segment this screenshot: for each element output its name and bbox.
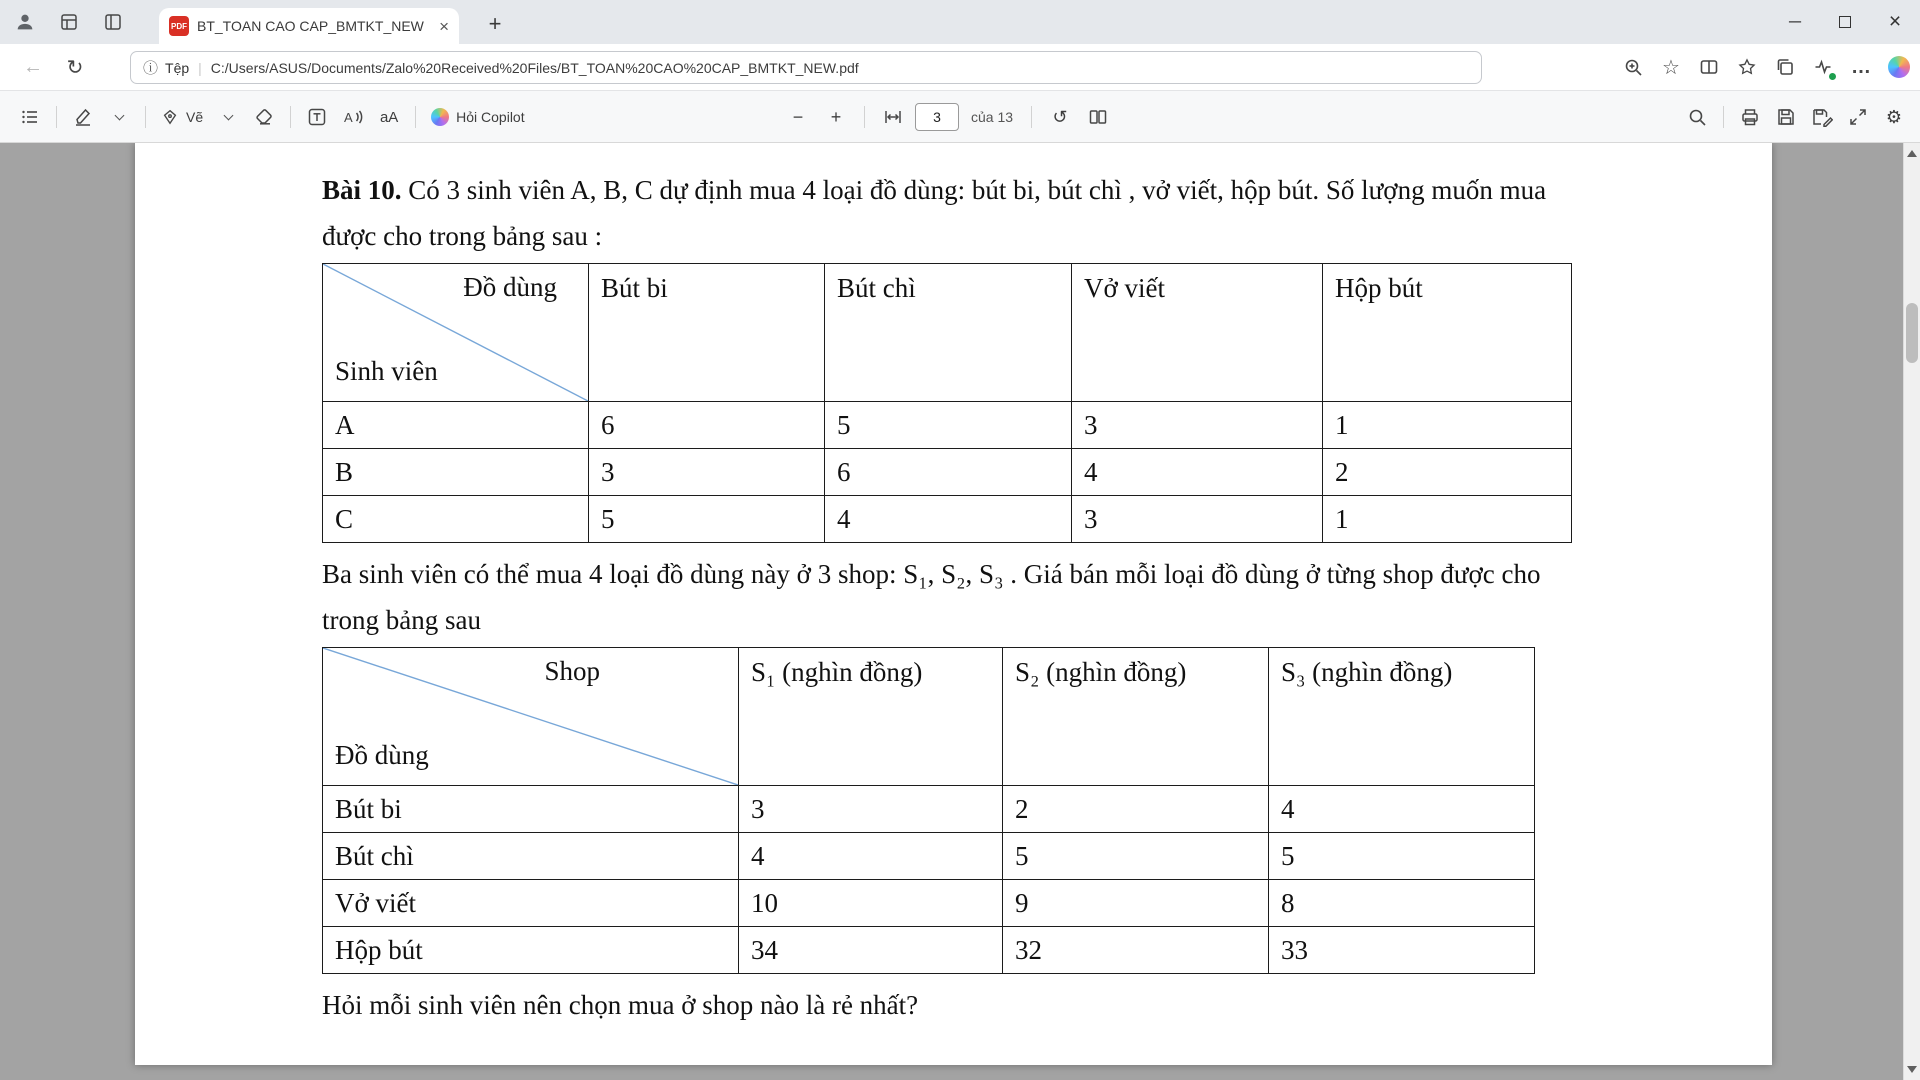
page-number-input[interactable] (915, 103, 959, 131)
page-view-button[interactable] (1082, 100, 1114, 134)
cell-value: 8 (1269, 880, 1535, 927)
draw-button[interactable] (156, 100, 208, 134)
cell-value: 3 (739, 786, 1003, 833)
scroll-down-button[interactable] (1904, 1061, 1920, 1078)
profile-button[interactable] (8, 5, 42, 39)
problem-number: Bài 10. (322, 175, 402, 205)
arrow-down-icon (1907, 1066, 1917, 1073)
question-paragraph: Hỏi mỗi sinh viên nên chọn mua ở shop nào là rẻ nhất? (322, 990, 919, 1020)
cell-value: 2 (1323, 449, 1572, 496)
highlight-button[interactable] (67, 100, 99, 134)
minimize-button[interactable]: ─ (1770, 0, 1820, 44)
save-as-button[interactable] (1806, 100, 1838, 134)
column-header: Vở viết (1072, 264, 1323, 402)
cell-value: 9 (1003, 880, 1269, 927)
save-button[interactable] (1770, 100, 1802, 134)
favorites-button[interactable] (1730, 50, 1764, 84)
cell-value: 34 (739, 927, 1003, 974)
cell-value: 5 (825, 402, 1072, 449)
pen-nib-icon (161, 108, 179, 126)
copilot-icon (1888, 56, 1910, 78)
ask-copilot-button[interactable] (426, 100, 529, 134)
corner-label-bottom: Đồ dùng (335, 740, 429, 770)
column-header: Hộp bút (1323, 264, 1572, 402)
table-row (323, 449, 1572, 496)
browser-essentials-button[interactable] (1806, 50, 1840, 84)
back-button[interactable]: ← (16, 50, 50, 84)
quantity-table (322, 263, 1572, 543)
workspaces-button[interactable] (52, 5, 86, 39)
close-button[interactable]: × (1870, 0, 1920, 44)
column-header: S₂ (nghìn đồng) (1003, 648, 1269, 786)
highlight-options-button[interactable] (103, 100, 135, 134)
corner-label-top: Shop (544, 656, 600, 686)
price-table (322, 647, 1535, 974)
highlighter-icon (73, 107, 93, 127)
problem-intro (322, 167, 1590, 259)
table-row (323, 880, 1535, 927)
pdf-toolbar (0, 91, 1920, 143)
vertical-scrollbar[interactable] (1903, 143, 1920, 1080)
table-of-contents-button[interactable] (14, 100, 46, 134)
problem-intro-text: Có 3 sinh viên A, B, C dự định mua 4 loại đồ dùng: bút bi, bút chì , vở viết, hộp bút. Số lượng muốn mua được cho trong bảng sau : (322, 175, 1547, 251)
address-bar[interactable] (130, 51, 1482, 84)
column-header: Bút bi (589, 264, 825, 402)
pdf-file-icon: PDF (169, 16, 189, 36)
svg-text:A: A (344, 110, 353, 125)
corner-label-bottom: Sinh viên (335, 356, 438, 386)
cell-value: 10 (739, 880, 1003, 927)
cell-value: 33 (1269, 927, 1535, 974)
toolbar-divider (1723, 106, 1724, 128)
save-as-icon (1811, 107, 1833, 127)
collections-button[interactable] (1768, 50, 1802, 84)
cell-value: 3 (1072, 402, 1323, 449)
maximize-icon (1839, 16, 1851, 28)
column-header: S₁ (nghìn đồng) (739, 648, 1003, 786)
cell-value: 6 (589, 402, 825, 449)
search-icon (1687, 107, 1707, 127)
cell-value: 3 (1072, 496, 1323, 543)
toolbar-divider (145, 106, 146, 128)
tab-pdf[interactable] (159, 8, 459, 44)
table-header-row (323, 264, 1572, 402)
cell-value: 5 (1003, 833, 1269, 880)
settings-button[interactable]: ⚙ (1878, 100, 1910, 134)
tab-title: BT_TOAN CAO CAP_BMTKT_NEW (197, 18, 424, 34)
workspaces-icon (59, 12, 79, 32)
add-text-button[interactable] (301, 100, 333, 134)
toolbar-divider (1031, 106, 1032, 128)
navigation-bar (0, 44, 1920, 91)
corner-label-top: Đồ dùng (463, 272, 557, 302)
translate-icon: aA (379, 108, 399, 126)
page-count-label: của 13 (971, 109, 1014, 125)
column-header: Bút chì (825, 264, 1072, 402)
refresh-button[interactable]: ↻ (58, 50, 92, 84)
row-label: Vở viết (323, 880, 739, 927)
table-row (323, 927, 1535, 974)
toolbar-divider (56, 106, 57, 128)
row-label: C (323, 496, 589, 543)
cell-value: 1 (1323, 496, 1572, 543)
pdf-page (135, 143, 1772, 1065)
tab-strip (0, 0, 1920, 44)
toolbar-divider (864, 106, 865, 128)
add-favorite-button[interactable]: ☆ (1654, 50, 1688, 84)
scroll-up-button[interactable] (1904, 145, 1920, 162)
row-label: Hộp bút (323, 927, 739, 974)
ask-copilot-label: Hỏi Copilot (456, 109, 525, 125)
page-view-icon (1088, 107, 1108, 127)
add-text-icon (307, 107, 327, 127)
window-controls (1770, 0, 1920, 44)
read-aloud-button[interactable] (337, 100, 369, 134)
favorites-star-icon (1737, 57, 1757, 77)
document-body (322, 167, 1590, 1032)
tab-close-icon[interactable]: × (439, 16, 449, 36)
fit-to-width-button[interactable] (877, 100, 909, 134)
fit-width-icon (883, 107, 903, 127)
split-screen-icon (1699, 57, 1719, 77)
pdf-viewport (0, 143, 1920, 1080)
row-label: B (323, 449, 589, 496)
more-options-button[interactable]: … (1844, 50, 1878, 84)
table-row (323, 496, 1572, 543)
row-label: Bút bi (323, 786, 739, 833)
read-aloud-icon (342, 107, 364, 127)
collections-icon (1775, 57, 1795, 77)
draw-label: Vẽ (186, 109, 204, 125)
table-of-contents-icon (20, 107, 40, 127)
new-tab-button[interactable]: + (478, 7, 512, 41)
info-icon[interactable]: ⓘ (143, 60, 159, 77)
corner-header-cell (323, 264, 589, 402)
toolbar-divider (290, 106, 291, 128)
cell-value: 4 (739, 833, 1003, 880)
person-icon (14, 11, 36, 33)
scrollbar-thumb[interactable] (1906, 303, 1918, 363)
zoom-out-button[interactable]: − (782, 100, 814, 134)
cell-value: 32 (1003, 927, 1269, 974)
chevron-down-icon (114, 110, 124, 120)
address-separator: | (198, 59, 202, 76)
zoom-plus-icon (1623, 57, 1643, 77)
translate-button[interactable] (373, 100, 405, 134)
corner-header-cell (323, 648, 739, 786)
table-row (323, 833, 1535, 880)
table-header-row (323, 648, 1535, 786)
table-row (323, 786, 1535, 833)
zoom-indicator-button[interactable] (1616, 50, 1650, 84)
zoom-in-button[interactable]: + (820, 100, 852, 134)
eraser-icon (254, 107, 274, 127)
row-label: Bút chì (323, 833, 739, 880)
rotate-button[interactable]: ↺ (1044, 100, 1076, 134)
save-icon (1776, 107, 1796, 127)
column-header: S₃ (nghìn đồng) (1269, 648, 1535, 786)
chevron-down-icon (223, 110, 233, 120)
table-row (323, 402, 1572, 449)
erase-button[interactable] (248, 100, 280, 134)
copilot-button[interactable] (1882, 50, 1916, 84)
arrow-up-icon (1907, 150, 1917, 157)
shops-paragraph: Ba sinh viên có thể mua 4 loại đồ dùng này ở 3 shop: S₁, S₂, S₃ . Giá bán mỗi loại đồ dùng ở từng shop được cho trong bảng sau (322, 559, 1541, 635)
file-scheme-label: Tệp (165, 59, 190, 76)
cell-value: 4 (1072, 449, 1323, 496)
cell-value: 4 (825, 496, 1072, 543)
vertical-tabs-button[interactable] (96, 5, 130, 39)
cell-value: 5 (589, 496, 825, 543)
search-document-button[interactable] (1681, 100, 1713, 134)
copilot-icon (431, 108, 449, 126)
print-button[interactable] (1734, 100, 1766, 134)
draw-options-button[interactable] (212, 100, 244, 134)
address-url: C:/Users/ASUS/Documents/Zalo%20Received%20Files/BT_TOAN%20CAO%20CAP_BMTKT_NEW.pdf (210, 59, 859, 76)
vertical-tabs-icon (103, 12, 123, 32)
expand-icon (1848, 107, 1868, 127)
cell-value: 3 (589, 449, 825, 496)
cell-value: 1 (1323, 402, 1572, 449)
toolbar-divider (415, 106, 416, 128)
fullscreen-button[interactable] (1842, 100, 1874, 134)
cell-value: 6 (825, 449, 1072, 496)
print-icon (1740, 107, 1760, 127)
cell-value: 5 (1269, 833, 1535, 880)
cell-value: 4 (1269, 786, 1535, 833)
maximize-button[interactable] (1820, 0, 1870, 44)
cell-value: 2 (1003, 786, 1269, 833)
row-label: A (323, 402, 589, 449)
split-screen-button[interactable] (1692, 50, 1726, 84)
status-ok-badge (1828, 72, 1837, 81)
